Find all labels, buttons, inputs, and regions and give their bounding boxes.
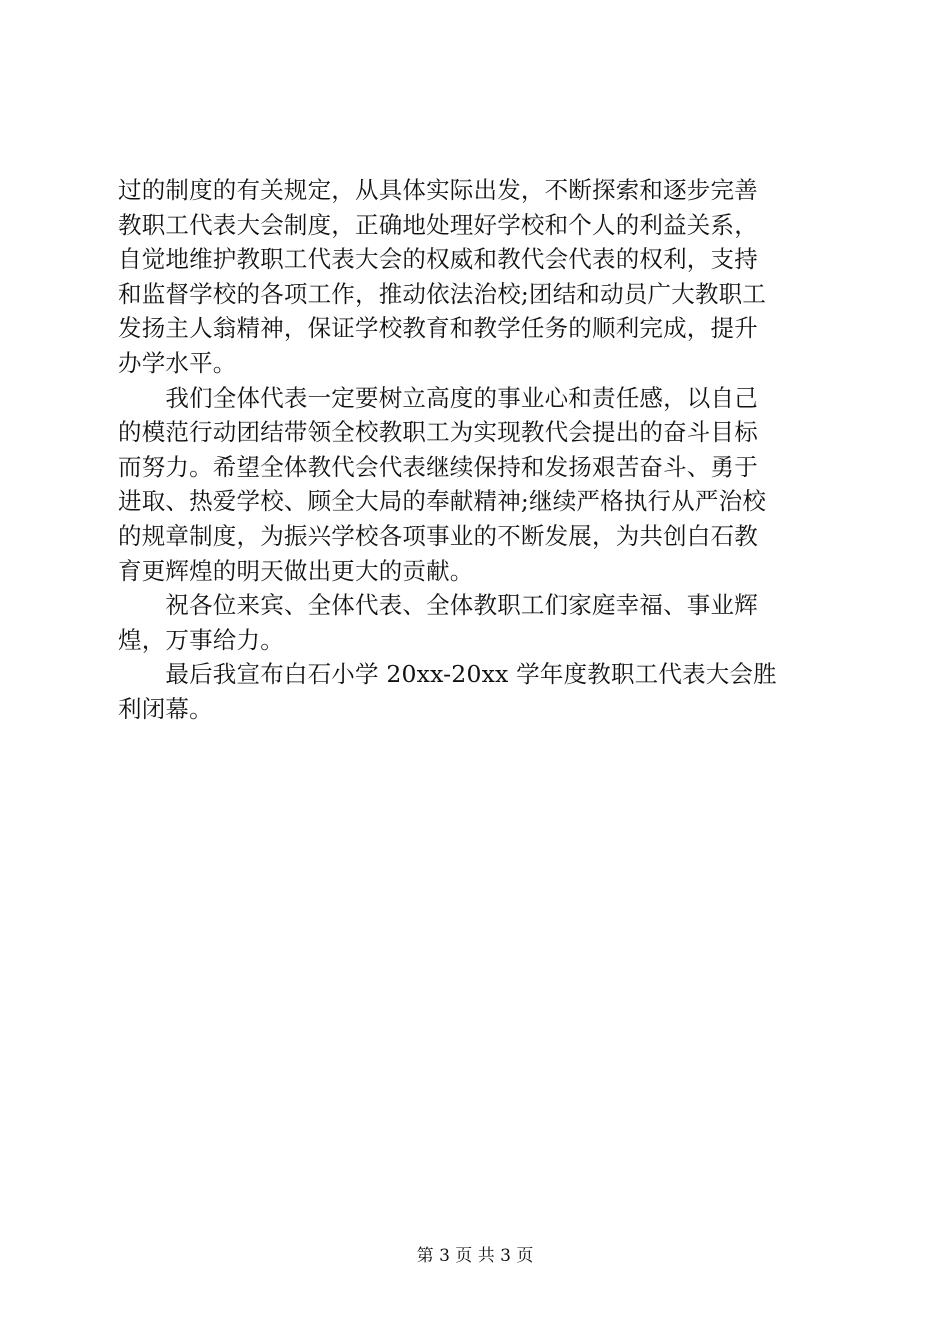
text-line: 祝各位来宾、全体代表、全体教职工们家庭幸福、事业辉 [118, 591, 758, 620]
text-line: 教职工代表大会制度，正确地处理好学校和个人的利益关系， [118, 210, 758, 239]
text-line: 的规章制度，为振兴学校各项事业的不断发展，为共创白石教 [118, 521, 758, 550]
document-body [118, 173, 834, 727]
text-line: 发扬主人翁精神，保证学校教育和教学任务的顺利完成，提升 [118, 314, 758, 343]
text-line: 最后我宣布白石小学 20xx-20xx 学年度教职工代表大会胜 [118, 660, 777, 689]
text-line: 进取、热爱学校、顾全大局的奉献精神;继续严格执行从严治校 [118, 487, 767, 516]
text-line: 的模范行动团结带领全校教职工为实现教代会提出的奋斗目标 [118, 418, 758, 447]
page-footer [0, 1244, 950, 1268]
text-line: 办学水平。 [118, 348, 237, 377]
text-line: 育更辉煌的明天做出更大的贡献。 [118, 556, 474, 585]
page-number-label: 第 3 页 共 3 页 [416, 1246, 534, 1266]
text-line: 过的制度的有关规定，从具体实际出发，不断探索和逐步完善 [118, 176, 758, 204]
text-line: 煌，万事给力。 [118, 625, 284, 654]
text-line: 我们全体代表一定要树立高度的事业心和责任感，以自己 [118, 383, 758, 412]
text-line: 而努力。希望全体教代会代表继续保持和发扬艰苦奋斗、勇于 [118, 452, 758, 481]
text-line: 和监督学校的各项工作，推动依法治校;团结和动员广大教职工 [118, 279, 767, 308]
text-line: 利闭幕。 [118, 694, 213, 723]
text-line: 自觉地维护教职工代表大会的权威和教代会代表的权利，支持 [118, 245, 758, 274]
